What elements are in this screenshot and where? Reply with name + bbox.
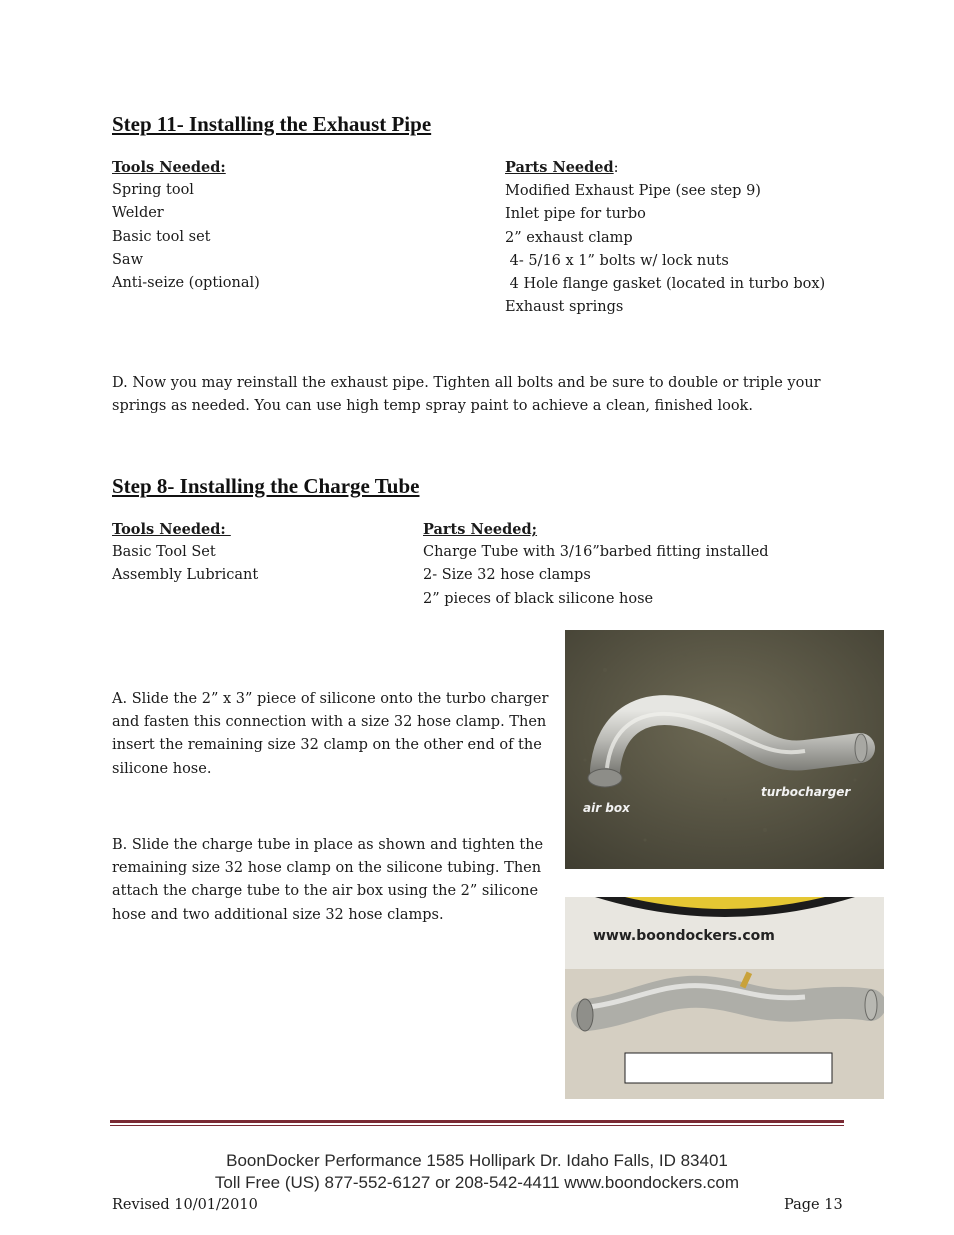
charge-tube-photo <box>565 630 884 869</box>
step8-parts-list <box>423 518 769 611</box>
step11-part-item: 4 Hole flange gasket (located in turbo box) <box>505 276 826 293</box>
step11-parts-list <box>505 156 825 319</box>
step11-tools-header: Tools Needed: <box>112 159 226 176</box>
step8-tools-list <box>112 518 258 588</box>
step11-paragraph-d: D. Now you may reinstall the exhaust pipe. Tighten all bolts and be sure to double or triple your springs as needed. You can use high temp spray paint to achieve a clean, finished look. <box>112 375 821 415</box>
footer-revised-date: Revised 10/01/2010 <box>112 1197 258 1213</box>
footer-contact: Toll Free (US) 877-552-6127 or 208-542-4411 www.boondockers.com <box>214 1173 740 1192</box>
step11-part-item: 4- 5/16 x 1” bolts w/ lock nuts <box>505 252 729 269</box>
step11-part-item: Inlet pipe for turbo <box>505 206 646 223</box>
step8-tools-header: Tools Needed: <box>112 521 231 538</box>
charge-tube-photo-art <box>565 630 884 869</box>
photo-label-turbocharger: turbocharger <box>761 785 851 799</box>
footer-divider <box>110 1120 844 1123</box>
charge-tube-box-photo-art <box>565 897 884 1099</box>
step8-part-item: 2” pieces of black silicone hose <box>423 590 654 607</box>
step8-tool-item: Basic Tool Set <box>112 544 216 561</box>
step11-tool-item: Saw <box>112 251 143 268</box>
photo-label-air-box: air box <box>583 801 630 815</box>
box-printed-url: www.boondockers.com <box>593 928 775 944</box>
step11-tool-item: Anti-seize (optional) <box>112 275 260 292</box>
step8-part-item: Charge Tube with 3/16”barbed fitting installed <box>423 544 769 561</box>
step11-parts-colon: : <box>613 160 619 176</box>
footer-divider-thin <box>110 1125 844 1126</box>
footer-page-number: Page 13 <box>784 1197 843 1213</box>
step8-tool-item: Assembly Lubricant <box>112 567 259 584</box>
step11-parts-header: Parts Needed <box>505 159 614 176</box>
step11-part-item: Exhaust springs <box>505 299 624 316</box>
step11-part-item: Modified Exhaust Pipe (see step 9) <box>505 183 761 200</box>
step11-title: Step 11- Installing the Exhaust Pipe <box>112 112 432 136</box>
step11-tool-item: Basic tool set <box>112 228 211 245</box>
charge-tube-box-photo <box>565 897 884 1099</box>
step8-paragraph-b: B. Slide the charge tube in place as shown and tighten the remaining size 32 hose clamp on the silicone tubing. Then attach the charge tube to the air box using the 2” silicone hose and two additional size 32 hose clamps. <box>112 837 544 923</box>
step8-paragraph-a: A. Slide the 2” x 3” piece of silicone onto the turbo charger and fasten this connection with a size 32 hose clamp. Then insert the remaining size 32 clamp on the other end of the silicone hose. <box>112 691 549 777</box>
step8-part-item: 2- Size 32 hose clamps <box>423 567 591 584</box>
step11-part-item: 2” exhaust clamp <box>505 229 633 246</box>
step11-tool-item: Welder <box>112 205 164 222</box>
step11-tools-list <box>112 156 260 295</box>
step8-parts-header: Parts Needed; <box>423 521 538 538</box>
step8-title: Step 8- Installing the Charge Tube <box>112 474 420 498</box>
footer-address: BoonDocker Performance 1585 Hollipark Dr. Idaho Falls, ID 83401 <box>226 1151 728 1170</box>
step11-tool-item: Spring tool <box>112 182 194 199</box>
